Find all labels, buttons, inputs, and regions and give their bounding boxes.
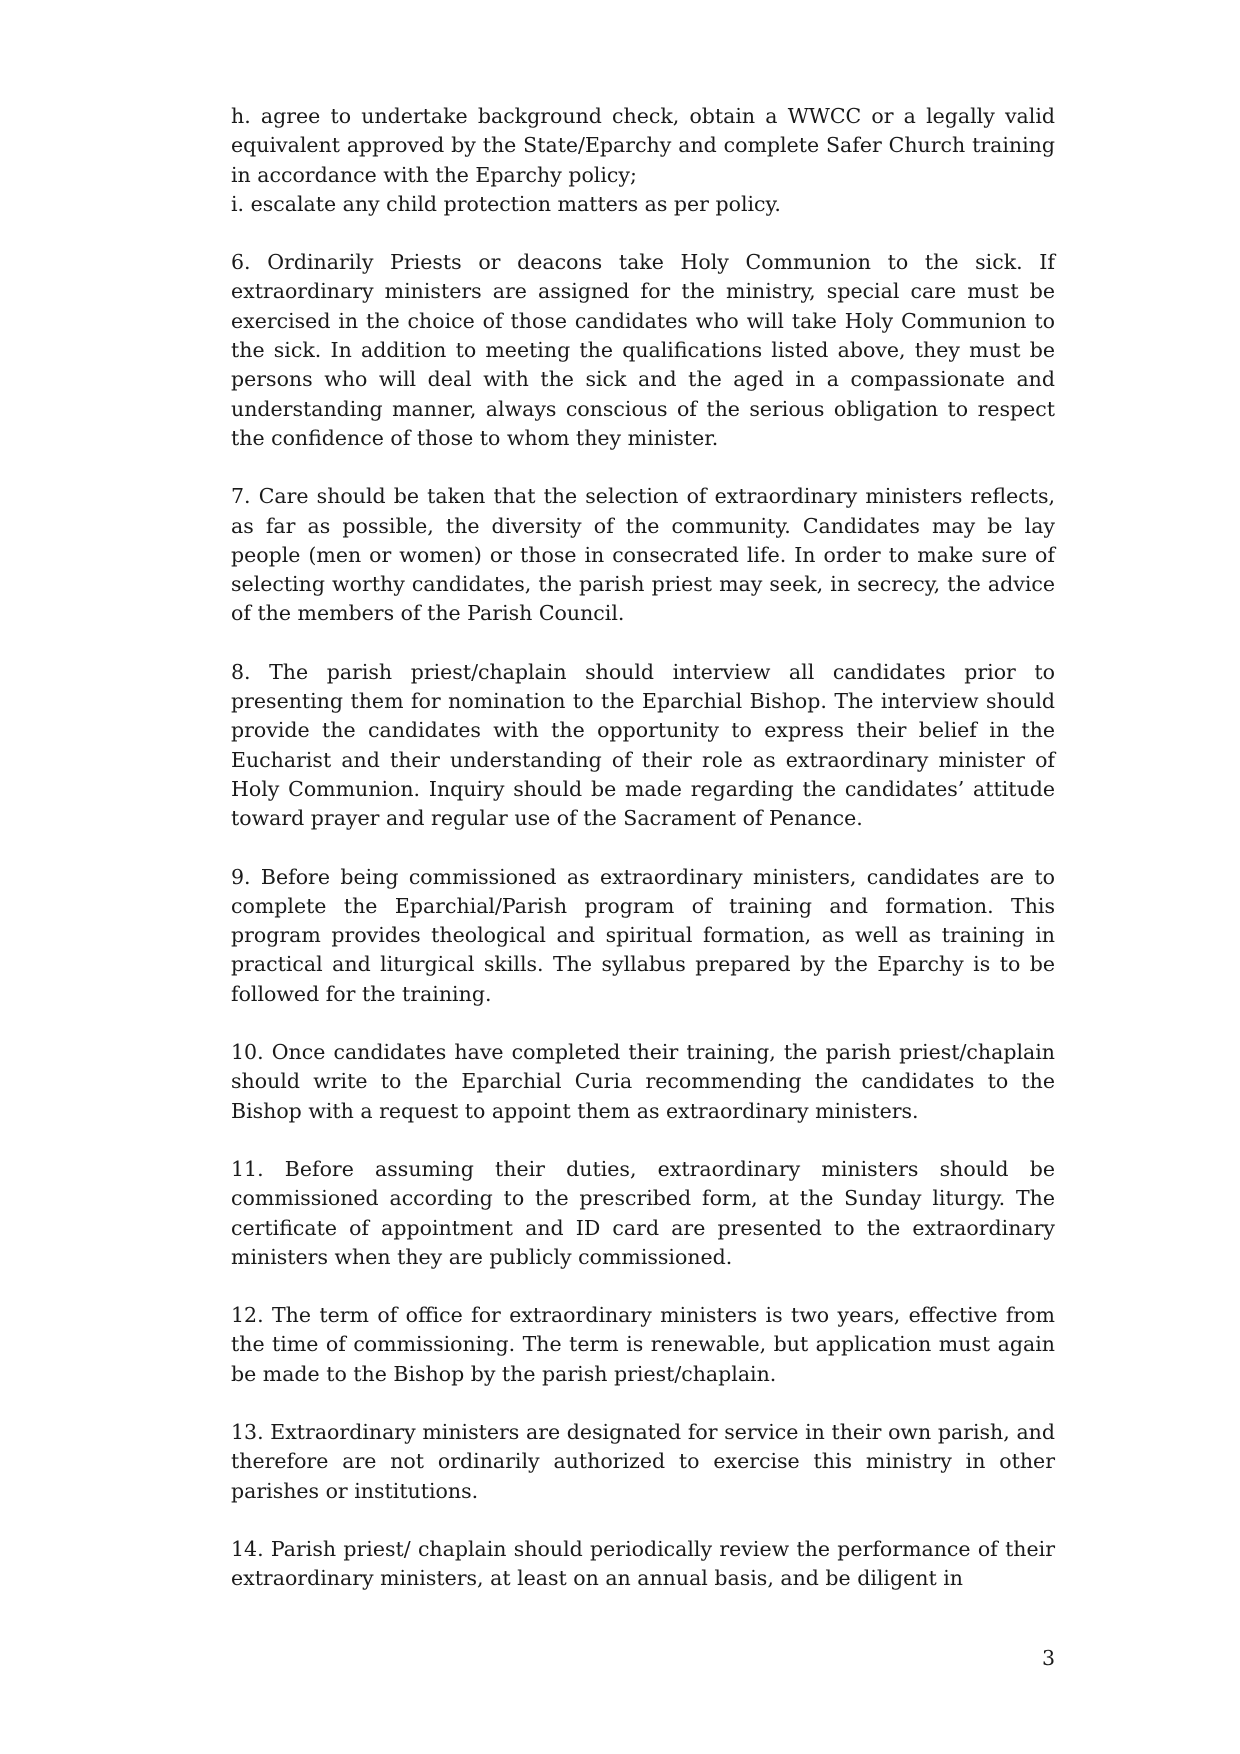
- paragraph-14: 14. Parish priest/ chaplain should periodically review the performance of their extraordinary ministers, at least on an annual basis, and be diligent in: [231, 1536, 1055, 1591]
- paragraph-11: 11. Before assuming their duties, extraordinary ministers should be commissioned according to the prescribed form, at the Sunday liturgy. The certificate of appointment and ID card are presented to the extraordinary ministers when they are publicly commissioned.: [231, 1156, 1055, 1269]
- page-number: 3: [1041, 1646, 1055, 1670]
- document-body: [231, 102, 1055, 1622]
- paragraph-5-continuation: [231, 102, 1055, 219]
- paragraph-7: 7. Care should be taken that the selection of extraordinary ministers reflects, as far as possible, the diversity of the community. Candidates may be lay people (men or women) or those in consecrated life. In order to make sure of selecting worthy candidates, the parish priest may seek, in secrecy, the advice of the members of the Parish Council.: [231, 484, 1055, 626]
- paragraph-13: 13. Extraordinary ministers are designated for service in their own parish, and therefore are not ordinarily authorized to exercise this ministry in other parishes or institutions.: [231, 1419, 1055, 1503]
- list-item-h: h. agree to undertake background check, obtain a WWCC or a legally valid equivalent approved by the State/Eparchy and complete Safer Church training in accordance with the Eparchy policy;: [231, 104, 1055, 187]
- paragraph-10: 10. Once candidates have completed their training, the parish priest/chaplain should write to the Eparchial Curia recommending the candidates to the Bishop with a request to appoint them as extraordinary ministers.: [231, 1040, 1055, 1123]
- paragraph-12: 12. The term of office for extraordinary ministers is two years, effective from the time of commissioning. The term is renewable, but application must again be made to the Bishop by the parish priest/chaplain.: [231, 1303, 1055, 1386]
- paragraph-8: 8. The parish priest/chaplain should interview all candidates prior to presenting them for nomination to the Eparchial Bishop. The interview should provide the candidates with the opportunity to express their belief in the Eucharist and their understanding of their role as extraordinary minister of Holy Communion. Inquiry should be made regarding the candidates’ attitude toward prayer and regular use of the Sacrament of Penance.: [231, 659, 1055, 831]
- paragraph-6: 6. Ordinarily Priests or deacons take Holy Communion to the sick. If extraordinary ministers are assigned for the ministry, special care must be exercised in the choice of those candidates who will take Holy Communion to the sick. In addition to meeting the qualifications listed above, they must be persons who will deal with the sick and the aged in a compassionate and understanding manner, always conscious of the serious obligation to respect the confidence of those to whom they minister.: [231, 250, 1055, 450]
- paragraph-9: 9. Before being commissioned as extraordinary ministers, candidates are to complete the Eparchial/Parish program of training and formation. This program provides theological and spiritual formation, as well as training in practical and liturgical skills. The syllabus prepared by the Eparchy is to be followed for the training.: [231, 864, 1055, 1006]
- list-item-i: i. escalate any child protection matters as per policy.: [231, 191, 781, 216]
